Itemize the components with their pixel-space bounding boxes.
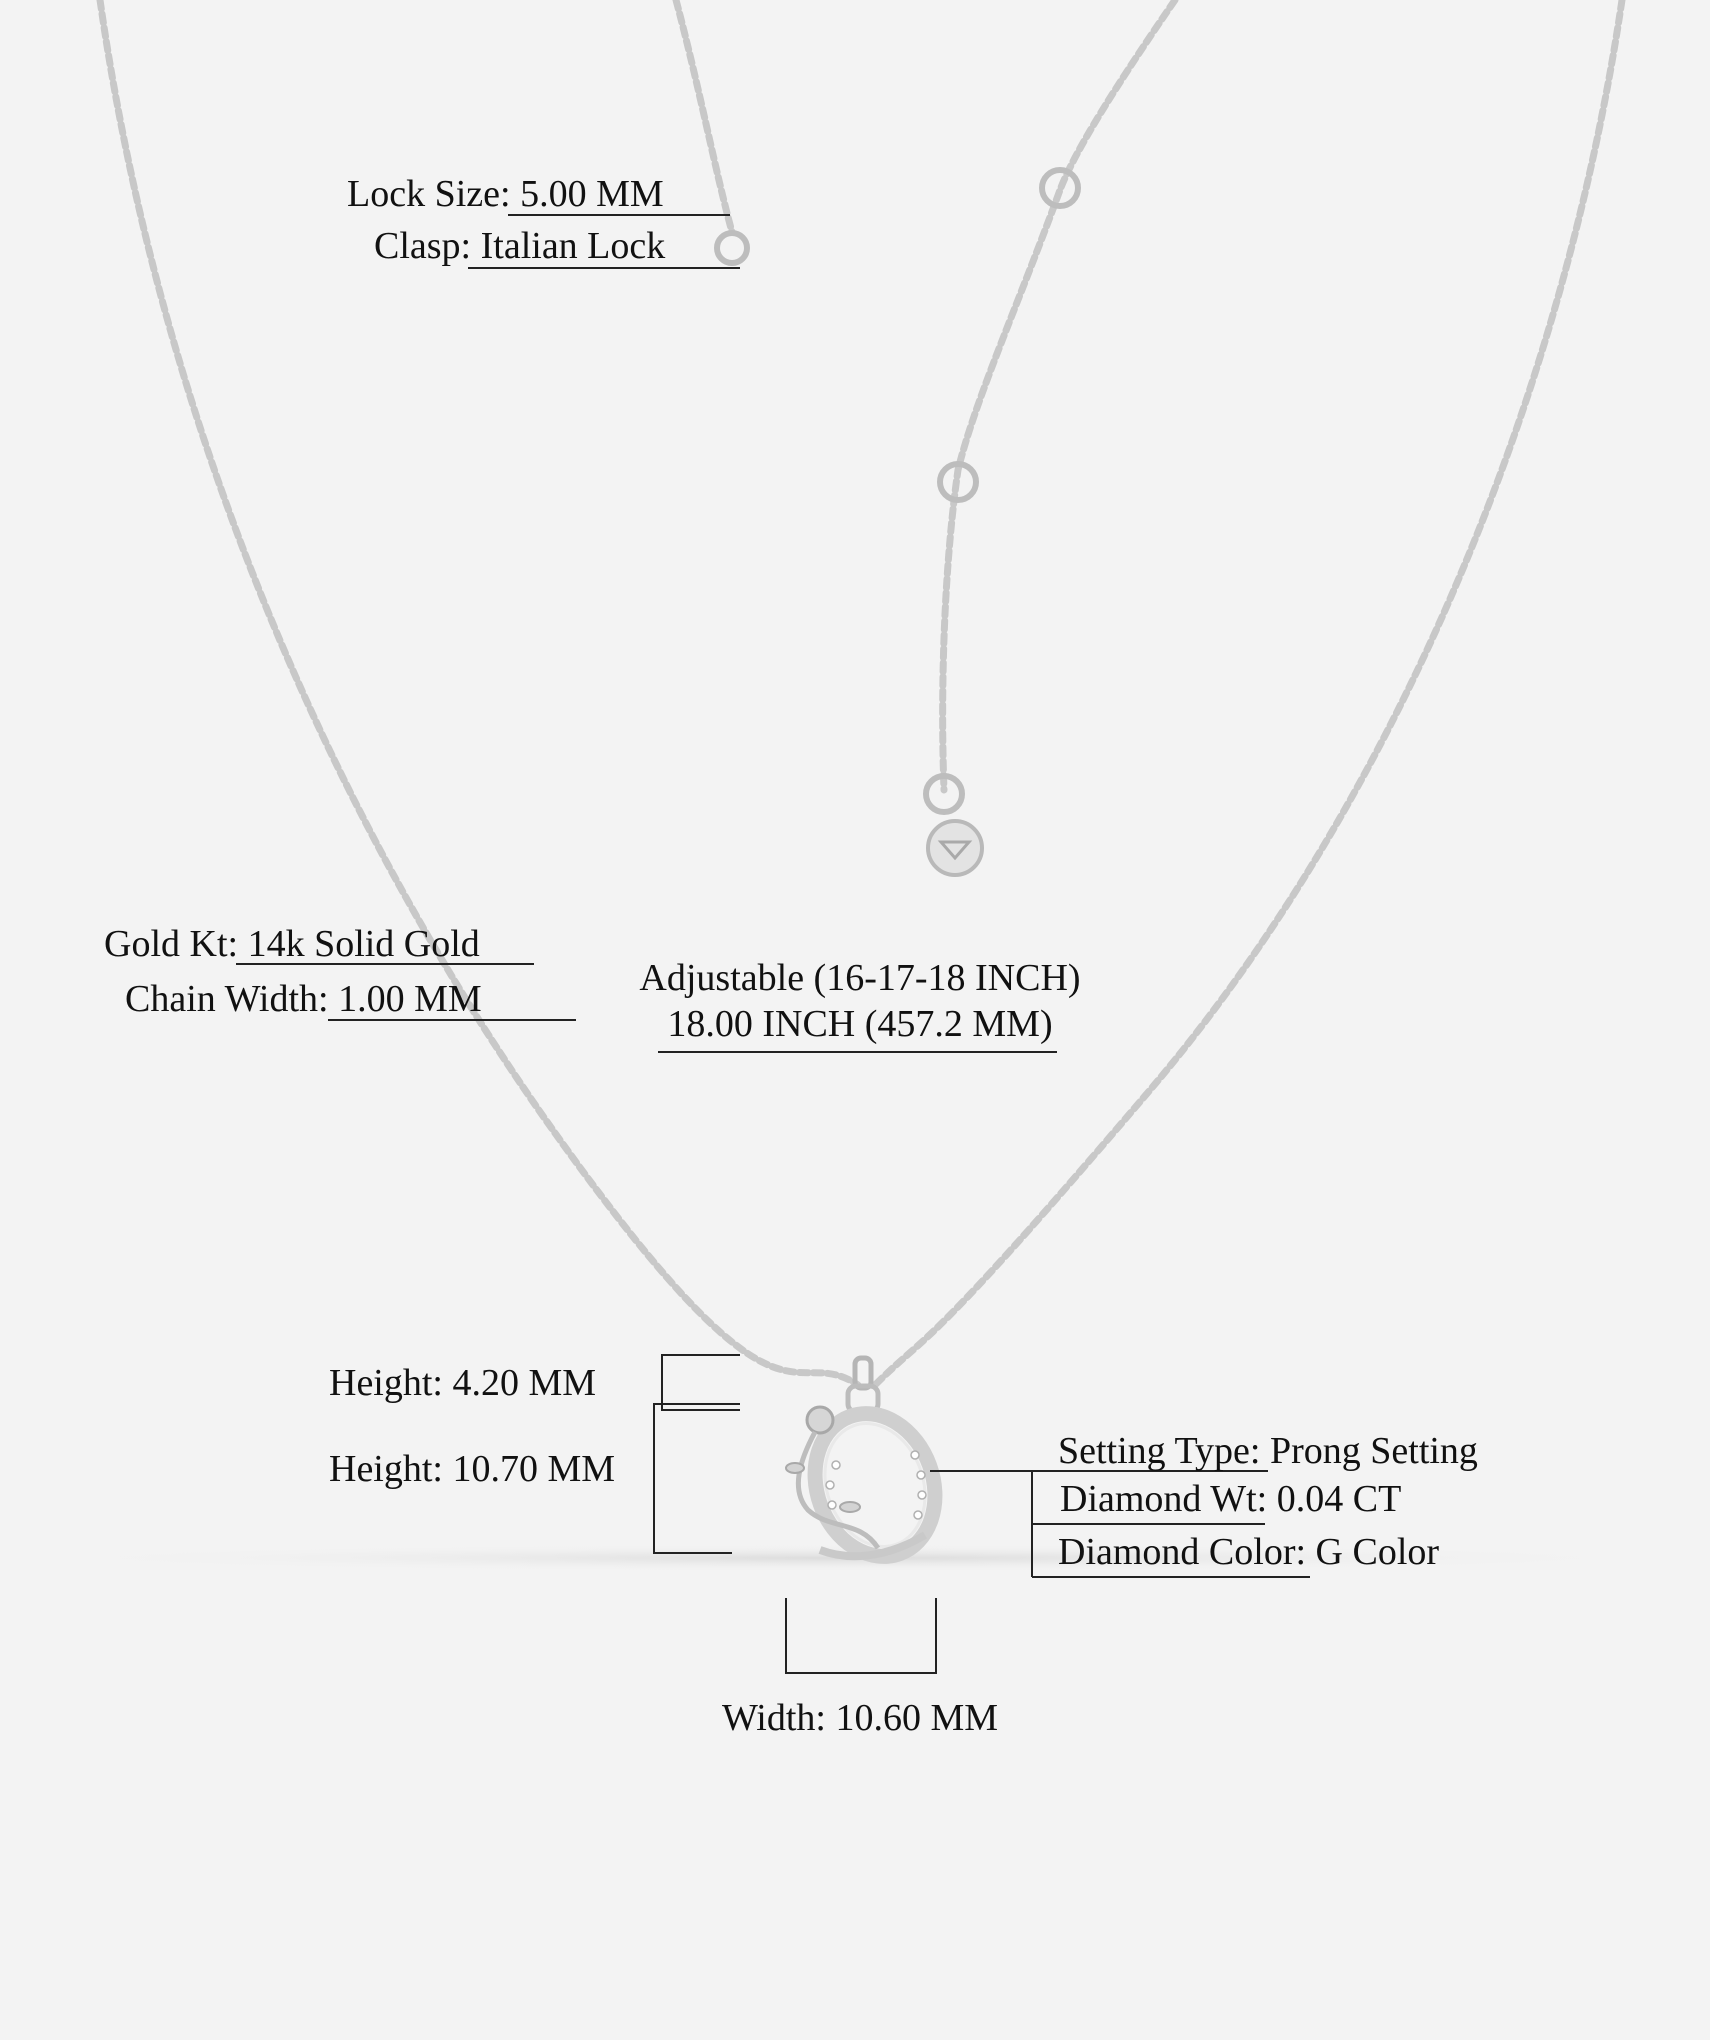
chain-clasp — [676, 0, 732, 232]
chain-extender — [943, 0, 1175, 790]
diamond-5 — [832, 1461, 840, 1469]
diamond-6 — [826, 1481, 834, 1489]
setting-type-value: Prong Setting — [1269, 1430, 1478, 1472]
lock-size-value: 5.00 MM — [520, 173, 664, 215]
rose-flower — [807, 1407, 833, 1433]
gold-kt-key: Gold Kt: — [104, 923, 239, 965]
bail-height-value: 4.20 MM — [452, 1362, 597, 1404]
width-label — [660, 1696, 1060, 1740]
chain-right — [875, 0, 1622, 1385]
pendant-height-bracket — [654, 1404, 740, 1553]
width-value: 10.60 MM — [835, 1697, 999, 1739]
bail-height-key: Height: — [329, 1362, 443, 1404]
diamond-wt-label — [1060, 1477, 1401, 1521]
width-bracket — [786, 1598, 936, 1673]
diamond-wt-value: 0.04 CT — [1276, 1478, 1402, 1520]
diamond-color-key: Diamond Color: — [1058, 1531, 1307, 1573]
length-adjustable-text: Adjustable (16-17-18 INCH) — [639, 957, 1081, 999]
pendant — [786, 1358, 954, 1573]
pendant-height-label — [329, 1447, 615, 1491]
width-key: Width: — [721, 1697, 826, 1739]
extender-tag — [928, 821, 982, 875]
diamond-wt-key: Diamond Wt: — [1060, 1478, 1268, 1520]
chain-width-key: Chain Width: — [125, 978, 329, 1020]
diamond-4 — [914, 1511, 922, 1519]
setting-type-label — [1058, 1429, 1478, 1473]
diamond-color-label — [1058, 1530, 1439, 1574]
pendant-height-key: Height: — [329, 1448, 443, 1490]
clasp-lock — [717, 233, 747, 263]
clasp-label — [374, 224, 665, 268]
bail-height-bracket — [662, 1355, 740, 1410]
gold-kt-value: 14k Solid Gold — [247, 923, 480, 965]
rose-leaf-2 — [840, 1502, 860, 1512]
diamond-3 — [918, 1491, 926, 1499]
lock-size-key: Lock Size: — [347, 173, 511, 215]
rose-leaf-1 — [786, 1463, 804, 1473]
diamond-1 — [911, 1451, 919, 1459]
gold-kt-label — [104, 922, 480, 966]
diamond-color-value: G Color — [1315, 1531, 1440, 1573]
bail-height-label — [329, 1361, 596, 1405]
clasp-key: Clasp: — [374, 225, 472, 267]
length-value-text: 18.00 INCH (457.2 MM) — [667, 1003, 1053, 1045]
chain-width-value: 1.00 MM — [338, 978, 482, 1020]
lock-size-label — [347, 172, 664, 216]
clasp-value: Italian Lock — [480, 225, 666, 267]
length-adjustable-label — [620, 956, 1100, 1000]
diamond-7 — [828, 1501, 836, 1509]
pendant-height-value: 10.70 MM — [452, 1448, 616, 1490]
setting-type-key: Setting Type: — [1058, 1430, 1261, 1472]
chain-width-label — [125, 977, 482, 1021]
length-value-label — [620, 1002, 1100, 1046]
diamond-2 — [917, 1471, 925, 1479]
